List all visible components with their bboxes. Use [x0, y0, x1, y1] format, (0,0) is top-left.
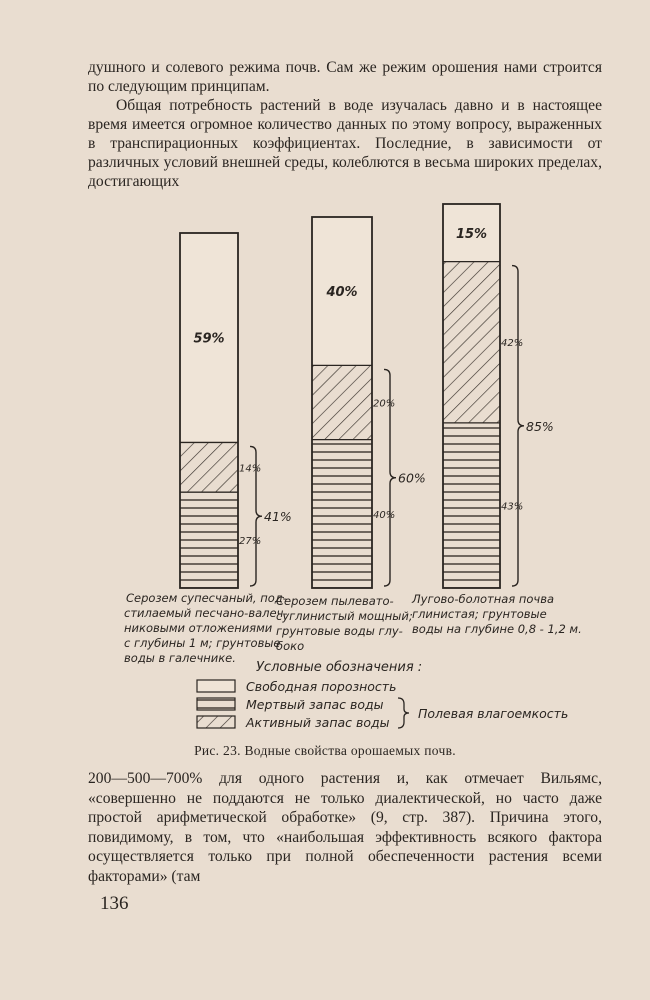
bar-1-active-label: 14% [239, 463, 262, 475]
bar-3-caption: Лугово-болотная почва глинистая; грунтовые воды на глубине 0,8 - 1,2 м. [412, 592, 582, 636]
bar-1-dead-label: 27% [239, 536, 262, 548]
bar-3-active-segment [443, 262, 500, 423]
bar-2-caption: Серозем пылевато- суглинистый мощный; грунтовые воды глу- боко [276, 594, 413, 653]
legend-swatch-active [197, 716, 235, 728]
bar-3-bracket [512, 266, 524, 586]
bottom-text [88, 769, 602, 886]
bar-3-bracket-label: 85% [526, 418, 554, 434]
bar-1-caption: Серозем супесчаный, под- стилаемый песчано-валеч- никовыми отложениями с глубины 1 м; грунтовые воды в галечнике. [124, 591, 288, 665]
legend-heading: Условные обозначения : [256, 660, 423, 675]
bar-1-active-segment [180, 442, 238, 492]
paragraph-water-demand: Общая потребность растений в воде изучалась давно и в настоящее время имеется огромное количество данных по этому вопросу, выраженных в транспирационных коэффициентах. Последние, в зависимости от различных условий внешней среды, колеблются в весьма широких пределах, достигающих [88, 97, 602, 190]
page-number: 136 [100, 893, 129, 914]
legend-free-label: Свободная порозность [246, 679, 397, 694]
bar-3-active-label: 42% [501, 338, 524, 350]
legend-brace [398, 698, 409, 728]
bar-2-dead-label: 40% [373, 509, 396, 521]
bar-3-free-label: 15% [455, 226, 488, 242]
bar-1-bracket-label: 41% [264, 509, 292, 525]
paragraph-williams-quote: 200—500—700% для одного растения и, как отмечает Вильямс, «совершенно не поддаются не только диалектической, но часто даже простой арифметической обработке» (9, стр. 387). Причина этого, повидимому, в том, что «наибольшая эффективность всякого фактора осуществляется только при полной обеспеченности растения всеми факторами» (там [88, 770, 602, 885]
legend-group-label: Полевая влагоемкость [418, 706, 569, 721]
legend-active-label: Активный запас воды [246, 715, 390, 730]
bar-2-free-label: 40% [326, 285, 358, 301]
bar-3-dead-label: 43% [501, 501, 524, 513]
bars-layer [180, 204, 554, 588]
legend-swatch-dead [197, 698, 235, 710]
legend-dead-label: Мертвый запас воды [246, 697, 384, 712]
bar-2-bracket-label: 60% [398, 470, 426, 486]
bar-1-dead-segment [180, 492, 238, 588]
bar-2-dead-segment [312, 440, 372, 588]
paragraph-continued: душного и солевого режима почв. Сам же режим орошения нами строится по следующим принципам. [88, 59, 602, 95]
figure-caption: Рис. 23. Водные свойства орошаемых почв. [194, 743, 456, 758]
bar-3-dead-segment [443, 423, 500, 588]
bar-1-free-label: 59% [193, 331, 225, 347]
bar-2-active-label: 20% [373, 398, 396, 410]
bar-2-active-segment [312, 365, 372, 439]
legend-swatch-free [197, 680, 235, 692]
